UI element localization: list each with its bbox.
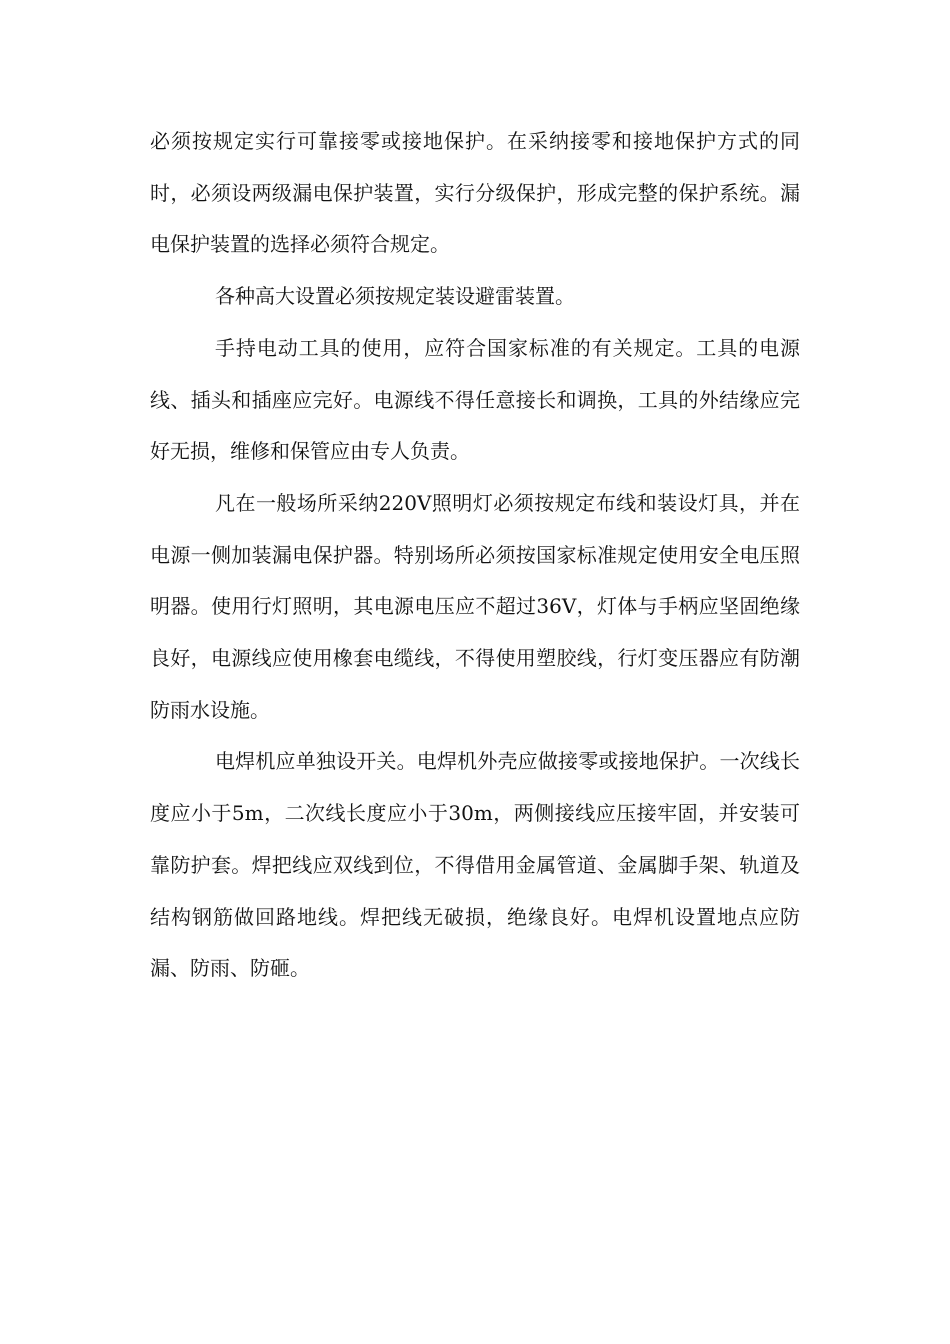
paragraph-hand-tools: 手持电动工具的使用，应符合国家标准的有关规定。工具的电源线、插头和插座应完好。电源线不得任意接长和调换，工具的外结缘应完好无损，维修和保管应由专人负责。: [150, 335, 800, 464]
paragraph-lightning-protection: 各种高大设置必须按规定装设避雷装置。: [215, 284, 575, 309]
paragraph-welding-machine: 电焊机应单独设开关。电焊机外壳应做接零或接地保护。一次线长度应小于5m，二次线长度应小于30m，两侧接线应压接牢固，并安装可靠防护套。焊把线应双线到位，不得借用金属管道、金属脚手架、轨道及结构钢筋做回路地线。焊把线无破损，绝缘良好。电焊机设置地点应防漏、防雨、防砸。: [150, 749, 800, 981]
document-body: [150, 116, 800, 995]
paragraph-lighting: 凡在一般场所采纳220V照明灯必须按规定布线和装设灯具，并在电源一侧加装漏电保护器。特别场所必须按国家标准规定使用安全电压照明器。使用行灯照明，其电源电压应不超过36V，灯体与手柄应坚固绝缘良好，电源线应使用橡套电缆线，不得使用塑胶线，行灯变压器应有防潮防雨水设施。: [150, 490, 800, 722]
paragraph-grounding-protection: 必须按规定实行可靠接零或接地保护。在采纳接零和接地保护方式的同时，必须设两级漏电保护装置，实行分级保护，形成完整的保护系统。漏电保护装置的选择必须符合规定。: [150, 129, 800, 257]
